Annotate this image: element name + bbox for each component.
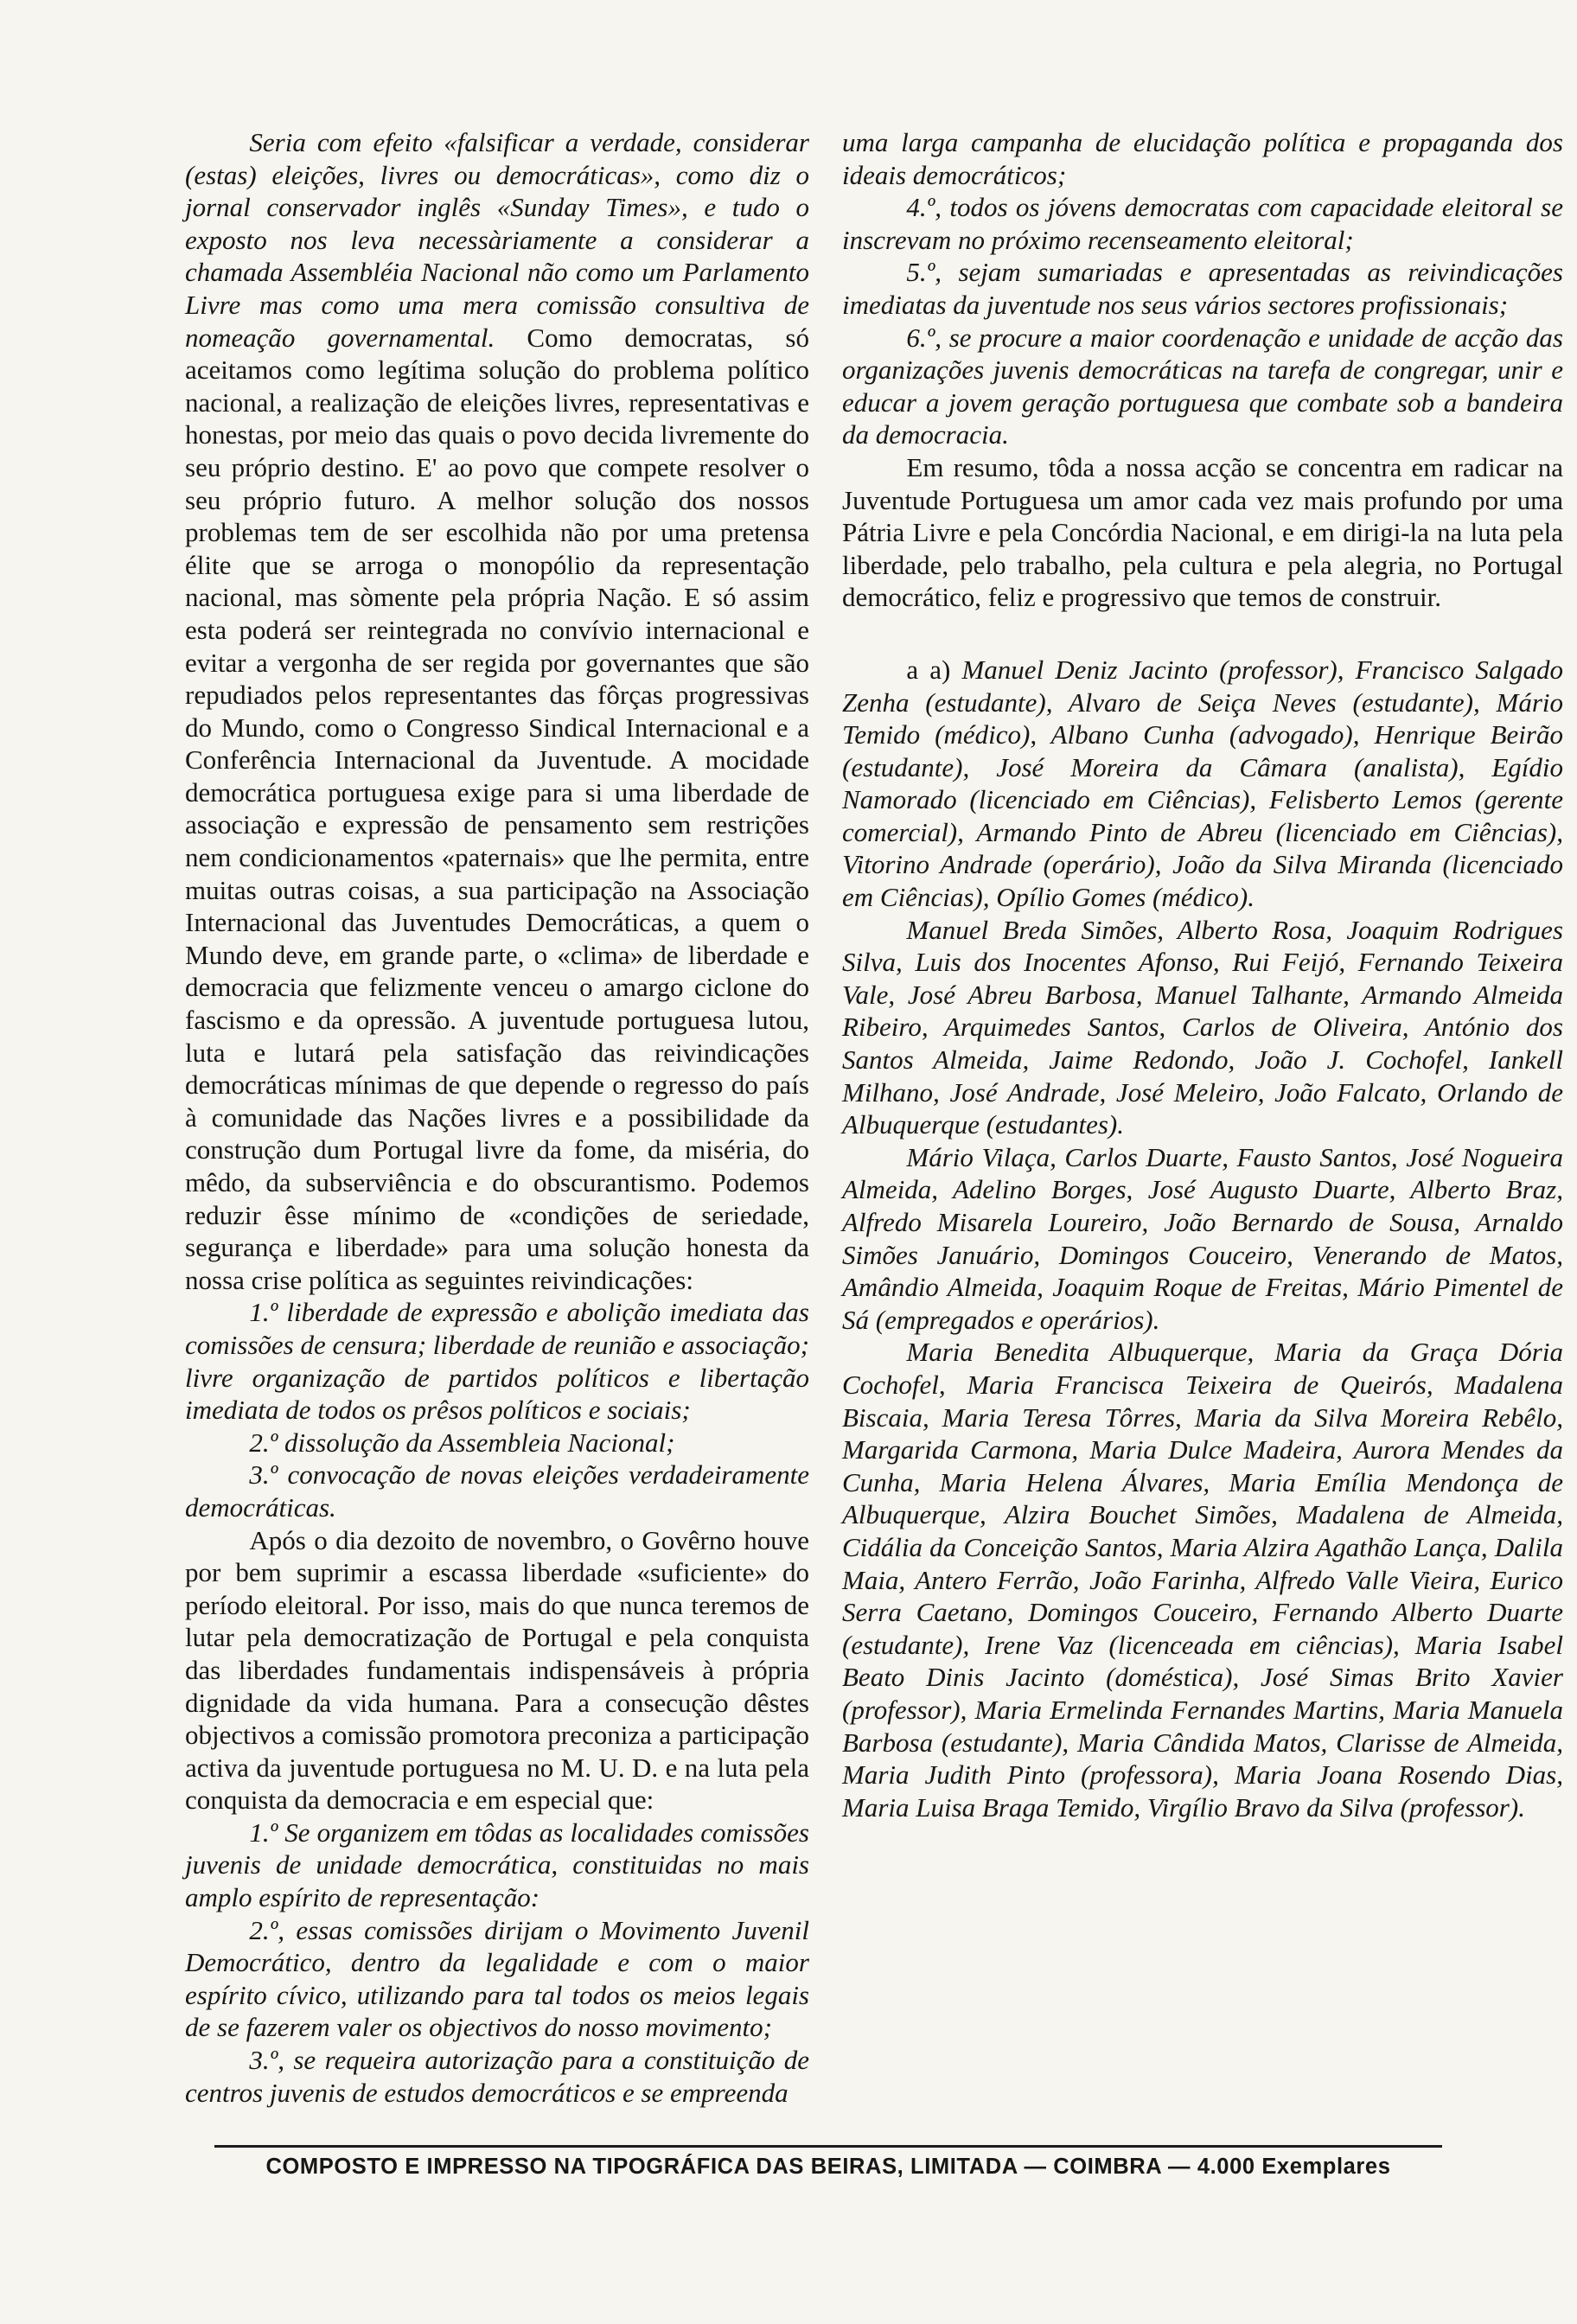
footer-rule bbox=[214, 2145, 1442, 2148]
proposal-item: 6.º, se procure a maior coordenação e unidade de acção das organizações juvenis democráticas na tarefa de congregar, unir e educar a jovem geração portuguesa que combate sob a bandeira da democracia. bbox=[842, 322, 1563, 450]
proposal-item: 3.º, se requeira autorização para a constituição de centros juvenis de estudos democráticos e se empreenda bbox=[185, 2045, 809, 2108]
opening-paragraph bbox=[185, 126, 809, 1296]
signatory-group: Mário Vilaça, Carlos Duarte, Fausto Santos, José Nogueira Almeida, Adelino Borges, José Augusto Duarte, Alberto Braz, Alfredo Misarela Loureiro, João Bernardo de Sousa, Arnaldo Simões Januário, Domingos Couceiro, Venerando de Matos, Amândio Almeida, Joaquim Roque de Freitas, Mário Pimentel de Sá (empregados e operários). bbox=[842, 1141, 1563, 1335]
demand-item: 3.º convocação de novas eleições verdadeiramente democráticas. bbox=[185, 1459, 809, 1523]
signatory-names: Manuel Deniz Jacinto (professor), Francisco Salgado Zenha (estudante), Alvaro de Seiça Neves (estudante), Mário Temido (médico), Albano Cunha (advogado), Henrique Beirão (estudante), José Moreira da Câmara (analista), Egídio Namorado (licenciado em Ciências), Felisberto Lemos (gerente comercial), Armando Pinto de Abreu (licenciado em Ciências), Vitorino Andrade (operário), João da Silva Miranda (licenciado em Ciências), Opílio Gomes (médico). bbox=[842, 654, 1564, 913]
spacer bbox=[842, 614, 1563, 654]
signatory-group: Manuel Breda Simões, Alberto Rosa, Joaquim Rodrigues Silva, Luis dos Inocentes Afonso, Rui Feijó, Fernando Teixeira Vale, José Abreu Barbosa, Manuel Talhante, Armando Almeida Ribeiro, Arquimedes Santos, Carlos de Oliveira, António dos Santos Almeida, Jaime Redondo, João J. Cochofel, Iankell Milhano, José Andrade, José Meleiro, João Falcato, Orlando de Albuquerque (estudantes). bbox=[842, 914, 1563, 1140]
continued-proposal: uma larga campanha de elucidação política e propaganda dos ideais democráticos; bbox=[842, 127, 1563, 190]
left-column bbox=[185, 126, 809, 2109]
proposal-item: 5.º, sejam sumariadas e apresentadas as reivindicações imediatas da juventude nos seus vários sectores profissionais; bbox=[842, 257, 1563, 320]
body-text: Como democratas, só aceitamos como legítima solução do problema político nacional, a realização de eleições livres, representativas e honestas, por meio das quais o povo decida livremente do seu próprio destino. E' ao povo que compete resolver o seu próprio futuro. A melhor solução dos nossos problemas tem de ser escolhida não por uma pretensa élite que se arroga o monopólio da representação nacional, mas sòmente pela própria Nação. E só assim esta poderá ser reintegrada no convívio internacional e evitar a vergonha de ser regida por governantes que são repudiados pelos representantes das fôrças progressivas do Mundo, como o Congresso Sindical Internacional e a Conferência Internacional da Juventude. A mocidade democrática portuguesa exige para si uma liberdade de associação e expressão de pensamento sem restrições nem condicionamentos «paternais» que lhe permita, entre muitas outras coisas, a sua participação na Associação Internacional das Juventudes Democráticas, a quem o Mundo deve, em grande parte, o «clima» de liberdade e democracia que felizmente venceu o amargo ciclone do fascismo e da opressão. A juventude portuguesa lutou, luta e lutará pela satisfação das reivindicações democráticas mínimas de que depende o regresso do país à comunidade das Nações livres e a possibilidade da construção dum Portugal livre da fome, da miséria, do mêdo, da subserviência e do obscurantismo. Podemos reduzir êsse mínimo de «condições de seriedade, segurança e liberdade» para uma solução honesta da nossa crise política as seguintes reivindicações: bbox=[185, 322, 809, 1295]
demand-item: 2.º dissolução da Assembleia Nacional; bbox=[249, 1427, 675, 1458]
signatory-group bbox=[842, 654, 1563, 914]
proposal-item: 1.º Se organizem em tôdas as localidades comissões juvenis de unidade democrática, constituidas no mais amplo espírito de representação: bbox=[185, 1816, 809, 1913]
proposal-item: 2.º, essas comissões dirijam o Movimento Juvenil Democrático, dentro da legalidade e com o maior espírito cívico, utilizando para tal todos os meios legais de se fazerem valer os objectivos do nosso movimento; bbox=[185, 1914, 809, 2043]
signatures-label: a a) bbox=[906, 654, 951, 685]
summary-paragraph: Em resumo, tôda a nossa acção se concentra em radicar na Juventude Portuguesa um amor cada vez mais profundo por uma Pátria Livre e pela Concórdia Nacional, e em dirigi-la na luta pela liberdade, pelo trabalho, pela cultura e pela alegria, no Portugal democrático, feliz e progressivo que temos de construir. bbox=[842, 451, 1563, 613]
printer-imprint: COMPOSTO E IMPRESSO NA TIPOGRÁFICA DAS BEIRAS, LIMITADA — COIMBRA — 4.000 Exemplares bbox=[265, 2155, 1391, 2179]
proposal-item: 4.º, todos os jóvens democratas com capacidade eleitoral se inscrevam no próximo recenseamento eleitoral; bbox=[842, 192, 1563, 255]
body-paragraph: Após o dia dezoito de novembro, o Govêrno houve por bem suprimir a escassa liberdade «suficiente» do período eleitoral. Por isso, mais do que nunca teremos de lutar pela democratização de Portugal e pela conquista das liberdades fundamentais indispensáveis à própria dignidade da vida humana. Para a consecução dêstes objectivos a comissão promotora preconiza a participação activa da juventude portuguesa no M. U. D. e na luta pela conquista da democracia e em especial que: bbox=[185, 1524, 809, 1816]
signatories bbox=[842, 654, 1563, 1823]
right-column bbox=[842, 126, 1563, 1823]
quoted-passage: Seria com efeito «falsificar a verdade, considerar (estas) eleições, livres ou democráticas», como diz o jornal conservador inglês «Sunday Times», e tudo o exposto nos leva necessàriamente a considerar a chamada Assembléia Nacional não como um Parlamento Livre mas como uma mera comissão consultiva de nomeação governamental. bbox=[185, 127, 809, 353]
demand-item: 1.º liberdade de expressão e abolição imediata das comissões de censura; liberdade de reunião e associação; livre organização de partidos políticos e libertação imediata de todos os prêsos políticos e sociais; bbox=[185, 1297, 809, 1426]
signatory-group: Maria Benedita Albuquerque, Maria da Graça Dória Cochofel, Maria Francisca Teixeira de Queirós, Madalena Biscaia, Maria Teresa Tôrres, Maria da Silva Moreira Rebêlo, Margarida Carmona, Maria Dulce Madeira, Aurora Mendes da Cunha, Maria Helena Álvares, Maria Emília Mendonça de Albuquerque, Alzira Bouchet Simões, Madalena de Almeida, Cidália da Conceição Santos, Maria Alzira Agathão Lança, Dalila Maia, Antero Ferrão, João Farinha, Alfredo Valle Vieira, Eurico Serra Caetano, Domingos Couceiro, Fernando Alberto Duarte (estudante), Irene Vaz (licenceada em ciências), Maria Isabel Beato Dinis Jacinto (doméstica), José Simas Brito Xavier (professor), Maria Ermelinda Fernandes Martins, Maria Manuela Barbosa (estudante), Maria Cândida Matos, Clarisse de Almeida, Maria Judith Pinto (professora), Maria Joana Rosendo Dias, Maria Luisa Braga Temido, Virgílio Bravo da Silva (professor). bbox=[842, 1337, 1563, 1823]
